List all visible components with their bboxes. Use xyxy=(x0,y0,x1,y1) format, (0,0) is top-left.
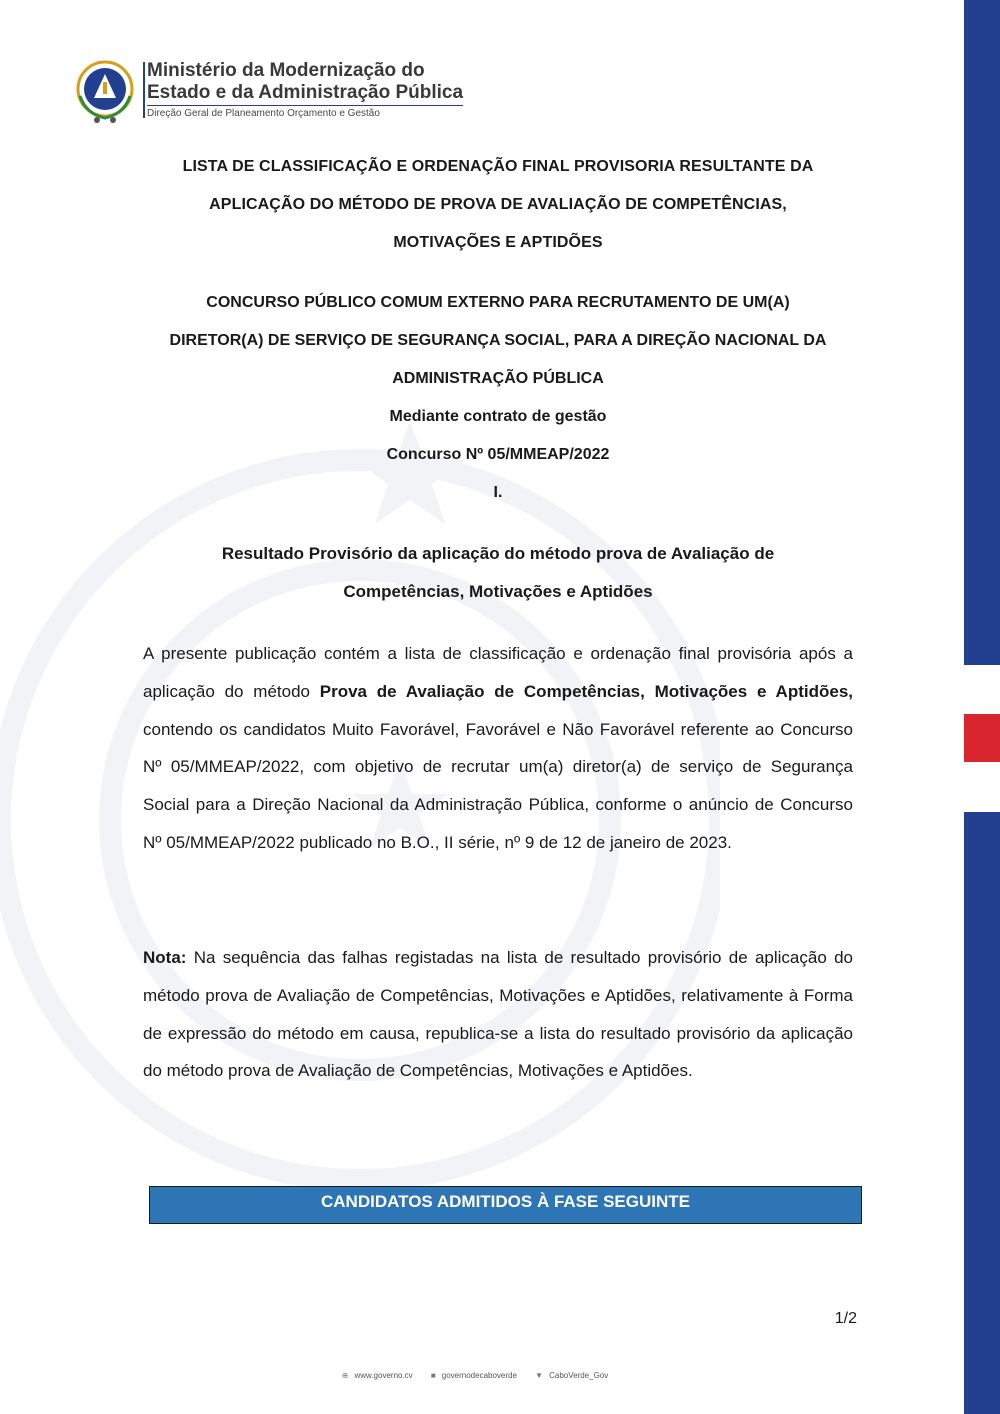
intro-method-name: Prova de Avaliação de Competências, Motivações e Aptidões, xyxy=(319,681,854,701)
facebook-icon: ■ xyxy=(430,1371,436,1380)
footer-website-text: www.governo.cv xyxy=(354,1371,413,1380)
ministry-divider-bar xyxy=(143,62,145,118)
title-line-1: LISTA DE CLASSIFICAÇÃO E ORDENAÇÃO FINAL PROVISORIA RESULTANTE DA xyxy=(182,158,814,175)
note-paragraph xyxy=(143,939,853,1090)
footer-website[interactable] xyxy=(338,1371,417,1380)
title-line-3: MOTIVAÇÕES E APTIDÕES xyxy=(393,234,603,251)
intro-text-start: A presente publicação contém a lista de classificação e ordenação final provisória após a aplicação do método xyxy=(143,644,853,701)
subtitle-line-3: ADMINISTRAÇÃO PÚBLICA xyxy=(392,370,604,387)
contest-heading xyxy=(143,284,853,512)
section-line-1: Resultado Provisório da aplicação do método prova de Avaliação de xyxy=(221,544,775,563)
contract-type: Mediante contrato de gestão xyxy=(389,408,607,425)
flag-stripe-blue-bottom xyxy=(964,812,1000,1414)
page-number: 1/2 xyxy=(834,1310,857,1327)
subtitle-line-1: CONCURSO PÚBLICO COMUM EXTERNO PARA RECRUTAMENTO DE UM(A) xyxy=(206,294,790,311)
globe-icon: ⊕ xyxy=(341,1371,349,1380)
note-text: Na sequência das falhas registadas na lista de resultado provisório de aplicação do método prova de Avaliação de Competências, Motivações e Aptidões, relativamente à Forma de expressão do método em causa, republica-se a lista do resultado provisório da aplicação do método prova de Avaliação de Competências, Motivações e Aptidões. xyxy=(143,948,853,1081)
footer-twitter[interactable] xyxy=(531,1371,612,1380)
contest-number: Concurso Nº 05/MMEAP/2022 xyxy=(386,446,610,463)
subtitle-line-2: DIRETOR(A) DE SERVIÇO DE SEGURANÇA SOCIAL, PARA A DIREÇÃO NACIONAL DA xyxy=(169,332,827,349)
twitter-icon: ▼ xyxy=(535,1371,544,1380)
title-line-2: APLICAÇÃO DO MÉTODO DE PROVA DE AVALIAÇÃO DE COMPETÊNCIAS, xyxy=(209,196,787,213)
national-coat-of-arms-icon xyxy=(72,56,138,126)
note-label: Nota: xyxy=(143,948,187,967)
flag-stripe-red xyxy=(964,714,1000,762)
ministry-underline xyxy=(147,105,463,106)
intro-text-end: contendo os candidatos Muito Favorável, Favorável e Não Favorável referente ao Concurso Nº 05/MMEAP/2022, com objetivo de recrutar um(a) diretor(a) de serviço de Segurança Social para a Direção Nacional da Administração Pública, conforme o anúncio de Concurso Nº 05/MMEAP/2022 publicado no B.O., II série, nº 9 de 12 de janeiro de 2023. xyxy=(143,719,853,852)
section-roman-numeral: I. xyxy=(493,484,503,501)
admitted-candidates-banner: CANDIDATOS ADMITIDOS À FASE SEGUINTE xyxy=(149,1186,862,1224)
ministry-name-block xyxy=(147,60,477,119)
section-line-2: Competências, Motivações e Aptidões xyxy=(343,582,653,601)
footer-facebook[interactable] xyxy=(427,1371,521,1380)
page-footer xyxy=(0,1371,950,1380)
document-title xyxy=(143,148,853,262)
ministry-subtitle: Direção Geral de Planeamento Orçamento e Gestão xyxy=(147,108,380,119)
footer-facebook-text: governodecaboverde xyxy=(441,1371,517,1380)
section-heading xyxy=(143,535,853,611)
ministry-name-line2: Estado e da Administração Pública xyxy=(147,82,464,103)
flag-stripe-blue-top xyxy=(964,0,1000,665)
ministry-name-line1: Ministério da Modernização do xyxy=(147,60,425,81)
intro-paragraph xyxy=(143,635,853,862)
footer-twitter-text: CaboVerde_Gov xyxy=(549,1371,609,1380)
